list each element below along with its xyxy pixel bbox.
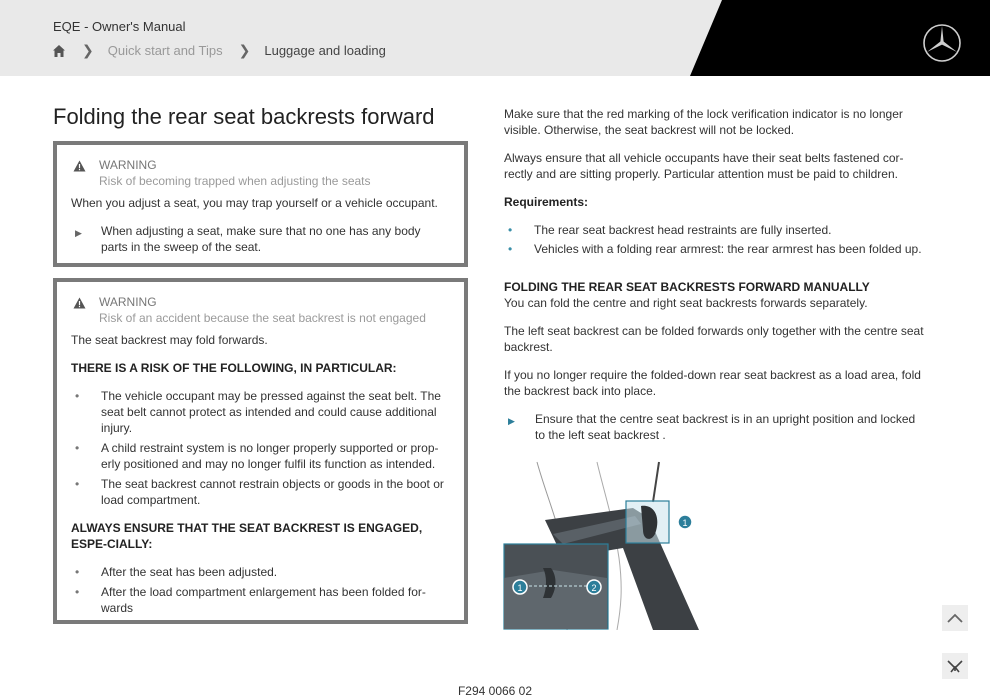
- breadcrumb-quick-start[interactable]: Quick start and Tips: [107, 43, 223, 58]
- chevron-right-icon: ❯: [82, 42, 94, 58]
- callout-1-lower: 1: [517, 583, 523, 593]
- right-column: [504, 106, 924, 443]
- breadcrumb-luggage[interactable]: Luggage and loading: [264, 43, 386, 58]
- paragraph-seat-belts: Always ensure that all vehicle occupants have their seat belts fastened cor-rectly and are sitting properly. Particular attention must be paid to children.: [504, 151, 904, 181]
- ensure-list: [71, 564, 450, 616]
- list-item: • The seat backrest cannot restrain objects or goods in the boot or load compartment.: [71, 476, 450, 508]
- requirements-list: [504, 222, 924, 257]
- paragraph-lock-indicator: Make sure that the red marking of the lock verification indicator is no longer visible. Otherwise, the seat backrest will not be locked.: [504, 107, 903, 137]
- warning-label: WARNING: [99, 295, 157, 309]
- instruction-text: Ensure that the centre seat backrest is in an upright position and locked to the left seat backrest .: [535, 412, 916, 442]
- seat-backrest-illustration: [503, 458, 703, 630]
- list-item: • After the load compartment enlargement has been folded for-wards: [71, 584, 450, 616]
- paragraph-fold-back: If you no longer require the folded-down rear seat backrest as a load area, fold the backrest back into place.: [504, 368, 921, 398]
- arrow-right-icon: ▶: [508, 416, 515, 426]
- arrow-right-icon: ▶: [75, 228, 82, 238]
- requirements-heading: Requirements:: [504, 195, 589, 209]
- mercedes-star-icon[interactable]: [922, 23, 962, 63]
- warning-text: The seat backrest may fold forwards.: [71, 333, 268, 347]
- callout-1-upper: 1: [682, 518, 688, 528]
- warning-triangle-icon: [73, 160, 86, 172]
- scroll-top-button[interactable]: [942, 605, 968, 631]
- list-item: • Vehicles with a folding rear armrest: the rear armrest has been folded up.: [504, 241, 924, 257]
- warning-box-accident: [53, 278, 468, 624]
- warning-subtitle: Risk of becoming trapped when adjusting the seats: [99, 174, 371, 188]
- warning-box-trap: [53, 141, 468, 267]
- instruction-item: [504, 411, 924, 443]
- warning-label: WARNING: [99, 158, 157, 172]
- callout-2: 2: [591, 583, 597, 593]
- warning-triangle-icon: [73, 297, 86, 309]
- mercedes-star-icon: [947, 659, 963, 673]
- ensure-heading: ALWAYS ENSURE THAT THE SEAT BACKREST IS ENGAGED, ESPE-CIALLY:: [71, 521, 423, 551]
- breadcrumb: [52, 42, 386, 59]
- brand-menu-button[interactable]: [942, 653, 968, 679]
- risk-list: [71, 388, 450, 508]
- warning-header: [71, 157, 450, 189]
- list-item: • The vehicle occupant may be pressed against the seat belt. The seat belt cannot protect as intended and could cause additional injury.: [71, 388, 450, 436]
- manual-title: EQE - Owner's Manual: [53, 19, 186, 34]
- instruction-item: [71, 223, 450, 255]
- paragraph-left-backrest: The left seat backrest can be folded forwards only together with the centre seat backrest.: [504, 324, 924, 354]
- section-intro: You can fold the centre and right seat backrests forwards separately.: [504, 296, 868, 310]
- risk-heading: THERE IS A RISK OF THE FOLLOWING, IN PARTICULAR:: [71, 361, 397, 375]
- list-item: • A child restraint system is no longer properly supported or prop-erly positioned and may no longer fulfil its function as intended.: [71, 440, 450, 472]
- list-item: • The rear seat backrest head restraints are fully inserted.: [504, 222, 924, 238]
- home-icon[interactable]: [52, 44, 66, 58]
- instruction-text: When adjusting a seat, make sure that no one has any body parts in the sweep of the seat.: [101, 224, 421, 254]
- warning-subtitle: Risk of an accident because the seat backrest is not engaged: [99, 311, 426, 325]
- section-heading: FOLDING THE REAR SEAT BACKRESTS FORWARD MANUALLY: [504, 280, 870, 294]
- list-item: • After the seat has been adjusted.: [71, 564, 450, 580]
- figure-code: F294 0066 02: [457, 684, 533, 698]
- chevron-up-icon: [947, 613, 963, 623]
- page-title: Folding the rear seat backrests forward: [53, 104, 435, 129]
- warning-text: When you adjust a seat, you may trap yourself or a vehicle occupant.: [71, 196, 438, 210]
- chevron-right-icon: ❯: [238, 42, 251, 58]
- warning-header: [71, 294, 450, 326]
